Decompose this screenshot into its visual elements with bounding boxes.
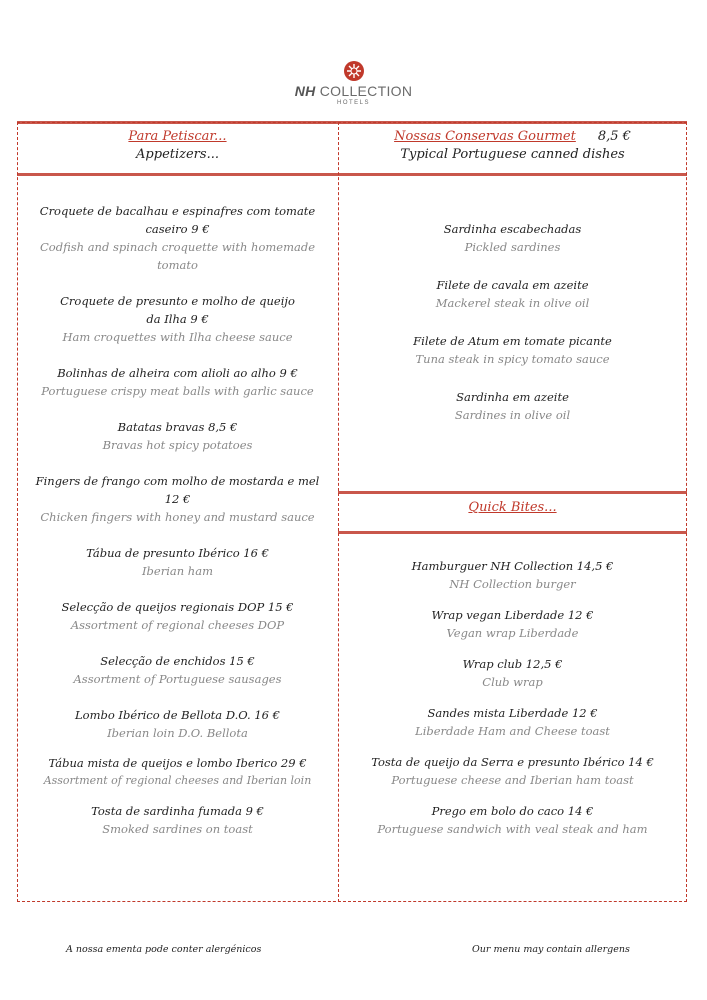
item-description: Iberian ham: [142, 564, 213, 578]
conservas-subtitle: Typical Portuguese canned dishes: [400, 147, 625, 162]
item-name: Selecção de queijos regionais DOP 15 €: [61, 600, 294, 614]
item-description: Sardines in olive oil: [454, 408, 571, 422]
conservas-list: [343, 220, 682, 424]
item-description: Club wrap: [482, 675, 543, 689]
appetizers-subtitle: Appetizers...: [136, 147, 219, 162]
nh-emblem-icon: [343, 60, 365, 82]
list-item: [22, 202, 333, 274]
quick-top-rule: [338, 491, 687, 494]
list-item: [22, 754, 333, 790]
quick-bites-title: Quick Bites...: [468, 500, 557, 515]
brand-logo: [0, 60, 707, 107]
conservas-title: Nossas Conservas Gourmet: [394, 129, 576, 144]
item-name: Prego em bolo do caco 14 €: [431, 804, 594, 818]
list-item: [22, 802, 333, 838]
item-description: Pickled sardines: [464, 240, 561, 254]
list-item: [22, 472, 333, 526]
logo-brand: NH COLLECTION: [294, 83, 413, 99]
conservas-header: [338, 128, 687, 164]
list-item: [22, 544, 333, 580]
list-item: [343, 276, 682, 312]
item-name: Tosta de sardinha fumada 9 €: [91, 804, 264, 818]
list-item: [343, 753, 682, 789]
item-name: Fingers de frango com molho de mostarda e mel 12 €: [35, 474, 320, 506]
item-description: Ham croquettes with Ilha cheese sauce: [62, 330, 293, 344]
appetizers-title: Para Petiscar...: [128, 129, 227, 144]
list-item: [22, 652, 333, 688]
list-item: [22, 706, 333, 742]
quick-bites-header: [338, 499, 687, 517]
item-description: Bravas hot spicy potatoes: [102, 438, 253, 452]
item-name: Bolinhas de alheira com alioli ao alho 9 €: [57, 366, 298, 380]
appetizers-header: [17, 128, 338, 164]
item-description: Mackerel steak in olive oil: [435, 296, 590, 310]
item-description: Iberian loin D.O. Bellota: [107, 726, 248, 740]
item-description: Tuna steak in spicy tomato sauce: [415, 352, 610, 366]
allergen-note-en: Our menu may contain allergens: [472, 944, 630, 955]
item-description: Liberdade Ham and Cheese toast: [415, 724, 610, 738]
item-name: Tosta de queijo da Serra e presunto Ibérico 14 €: [371, 755, 654, 769]
item-description: NH Collection burger: [449, 577, 576, 591]
item-name: Hamburguer NH Collection 14,5 €: [411, 559, 614, 573]
item-name: Wrap vegan Liberdade 12 €: [431, 608, 594, 622]
item-description: Assortment of regional cheeses and Iberian loin: [43, 774, 312, 787]
item-description: Vegan wrap Liberdade: [446, 626, 579, 640]
item-description: Portuguese cheese and Iberian ham toast: [391, 773, 634, 787]
item-name: Batatas bravas 8,5 €: [117, 420, 238, 434]
appetizers-list: [22, 202, 333, 838]
list-item: [343, 655, 682, 691]
item-name: Croquete de bacalhau e espinafres com tomate caseiro 9 €: [39, 204, 316, 236]
list-item: [22, 292, 333, 328]
list-item: [343, 388, 682, 424]
item-description: Portuguese sandwich with veal steak and ham: [377, 822, 648, 836]
list-item: [22, 418, 333, 454]
item-name: Croquete de presunto e molho de queijo da Ilha 9 €: [60, 294, 295, 326]
list-item: [343, 606, 682, 642]
list-item: [22, 598, 333, 634]
logo-subtitle: HOTELS: [336, 100, 370, 106]
item-name: Sandes mista Liberdade 12 €: [427, 706, 598, 720]
list-item: [343, 332, 682, 368]
item-name: Tábua mista de queijos e lombo Iberico 29 €: [48, 756, 307, 770]
item-name: Wrap club 12,5 €: [462, 657, 563, 671]
item-description: Assortment of Portuguese sausages: [73, 672, 282, 686]
item-description: Smoked sardines on toast: [102, 822, 253, 836]
item-name: Lombo Ibérico de Bellota D.O. 16 €: [75, 708, 280, 722]
item-description: Portuguese crispy meat balls with garlic sauce: [41, 384, 314, 398]
quick-bottom-rule: [338, 531, 687, 534]
item-description: Chicken fingers with honey and mustard sauce: [40, 510, 315, 524]
list-item: [343, 802, 682, 838]
item-description: Assortment of regional cheeses DOP: [70, 618, 285, 632]
item-name: Tábua de presunto Ibérico 16 €: [86, 546, 269, 560]
item-name: Filete de cavala em azeite: [436, 278, 589, 292]
item-name: Sardinha em azeite: [456, 390, 569, 404]
item-name: Selecção de enchidos 15 €: [100, 654, 255, 668]
header-rule: [17, 173, 687, 176]
top-rule: [17, 121, 687, 124]
allergen-note-pt: A nossa ementa pode conter alergénicos: [66, 944, 262, 955]
list-item: [343, 557, 682, 593]
item-name: Filete de Atum em tomate picante: [413, 334, 612, 348]
item-name: Sardinha escabechadas: [443, 222, 582, 236]
quick-bites-list: [343, 557, 682, 838]
conservas-price: 8,5 €: [597, 129, 631, 144]
item-description: Codfish and spinach croquette with homemade tomato: [39, 240, 316, 272]
list-item: [343, 220, 682, 256]
list-item: [22, 364, 333, 400]
list-item: [343, 704, 682, 740]
